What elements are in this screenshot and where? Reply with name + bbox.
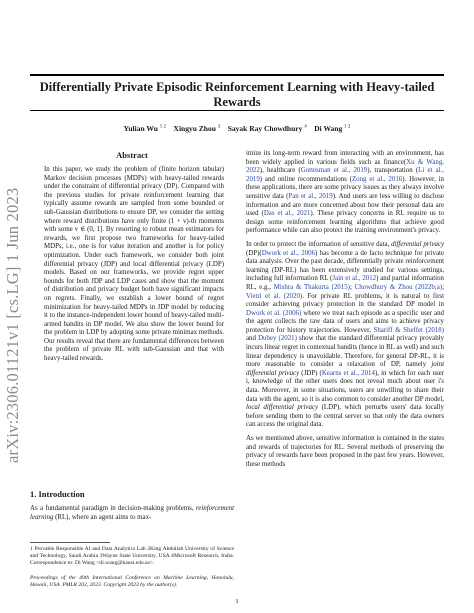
abstract-text: In this paper, we study the problem of (finite horizon tabular) Markov decision processes (MDPs) with heavy-tailed rewards under the constraint of differential privacy (DP). Compared with the previous studies for private reinforcement learning that typically assume rewards are sampled from some bounded or sub-Gaussian distributions to ensure DP, we consider the setting where reward distributions have only finite (1 + v)-th moments with some v ∈ (0, 1]. By resorting to robust mean estimators for rewards, we first propose two frameworks for heavy-tailed MDPs, i.e., one is for value iteration and another is for policy optimization. Under each framework, we consider both joint differential privacy (JDP) and local differential privacy (LDP) models. Based on our frameworks, we provide regret upper bounds for both JDP and LDP cases and show that the moment of distribution and privacy budget both have significant impacts on regrets. Finally, we establish a lower bound of regret minimization for heavy-tailed MDPs in JDP model by reducing it to the instance-independent lower bound of heavy-tailed multi-armed bandits in DP model. We also show the lower bound for the problem in LDP by adopting some private minimax methods. Our results reveal that there are fundamental differences between the problem of private RL with sub-Gaussian and that with heavy-tailed rewards. [44, 166, 224, 363]
text: ). And users are less willing to disclose information and are more concerned about how their personal data are used ( [246, 192, 444, 218]
intro-emphasis: reinforcement learning [30, 505, 234, 521]
citation-link[interactable]: Vietri et al. (2020) [246, 292, 303, 300]
author-affiliation: 4 [304, 124, 307, 130]
text: where we treat each episode as a specific user and the agent collects the raw data of users and aims to achieve privacy protection for history trajectories. However, [246, 309, 444, 334]
text: ) and online recommendations ( [259, 175, 352, 183]
citation-link[interactable]: Jain et al., 2012 [332, 275, 377, 283]
text: In order to protect the information of sensitive data, [246, 240, 392, 248]
text: ; [442, 283, 444, 291]
text: show that the standard differential privacy provably incurs linear regret in contextual bandits (hence in RL as well) and such linear dependency is unavoidable. Therefore, for general DP-RL, it is more reasonable to consider a relaxation of DP, namely [246, 335, 444, 369]
text: ), transportation ( [367, 167, 419, 175]
paper-title: Differentially Private Episodic Reinforcement Learning with Heavy-tailed Rewards [39, 80, 435, 109]
paragraph [246, 150, 444, 236]
text: ; [349, 283, 355, 291]
citation-link[interactable]: Pan et al., 2019 [288, 192, 333, 200]
right-column [246, 150, 444, 474]
text: . For private RL problems, it is natural to first consider achieving privacy protection in the standard DP model in [246, 292, 444, 309]
intro-text: As a fundamental paradigm in decision-making problems, [30, 505, 196, 512]
intro-paragraph [30, 505, 234, 522]
citation-link[interactable]: Li et al., 2019 [246, 167, 444, 183]
text: (DP)( [246, 249, 262, 257]
title-rule-bottom [30, 110, 444, 111]
title-rule-top [30, 74, 444, 76]
citation-link[interactable]: Dwork et al., 2006 [261, 249, 316, 257]
text: ), healthcare ( [259, 167, 301, 175]
paragraph [246, 241, 444, 430]
citation-link[interactable]: Kearns et al., 2014 [321, 369, 375, 377]
emphasis: joint differential privacy [246, 361, 444, 377]
proceedings-footnote: Proceedings of the 40th International Conference on Machine Learning, Honolulu, Hawaii, USA. PMLR 202, 2023. Copyright 2023 by the author(s). [30, 575, 234, 588]
text: ). However, in these applications, there are some privacy issues as they always involve sensitive data ( [246, 175, 444, 200]
section-heading-introduction: 1. Introduction [30, 489, 85, 499]
author-affiliation: 3 [217, 124, 221, 130]
author-name: Sayak Ray Chowdhury [227, 124, 303, 133]
citation-link[interactable]: Shariff & Sheffet (2018) [373, 326, 444, 334]
page-number: 1 [235, 598, 239, 605]
author-name: Xingyu Zhou [173, 124, 216, 133]
emphasis: local differential privacy [246, 404, 319, 412]
text: ), in which for each user i, knowledge of the other users does not reveal much about user i's data. Moreover, in some situations, users are unwilling to share their data with the agent, so it is also common to consider another DP model, [246, 369, 444, 403]
author-list [30, 124, 444, 133]
text: ) has become a de facto technique for private data analysis. Over the past decade, differentially private reinforcement learning (DP-RL) has been extensively studied for various settings, including full information RL ( [246, 249, 444, 283]
author-name: Yulian Wu [123, 124, 158, 133]
citation-link[interactable]: Zong et al., 2016 [351, 175, 403, 183]
citation-link[interactable]: Dubey (2021) [258, 335, 297, 343]
text: ). These privacy concerns in RL require us to design some reinforcement learning algorithms that achieve good performance while can also protect the training environment's privacy. [246, 210, 445, 235]
text: (JDP) ( [299, 369, 322, 377]
arxiv-stamp: arXiv:2306.01121v1 [cs.LG] 1 Jun 2023 [3, 187, 22, 463]
emphasis: differential privacy [391, 240, 445, 248]
footnote-rule [30, 542, 110, 543]
affiliation-footnote: 1 Provable Responsible AI and Data Analytics Lab 2King Abdullah University of Science and Technology, Saudi Arabia 3Wayne State University, USA 4Microsoft Research, India. Correspondence to: Di Wang <di.wang@kaust.edu.sa>. [30, 546, 234, 566]
citation-link[interactable]: Mishra & Thakurta (2015) [273, 283, 350, 291]
author-affiliation: 1 2 [344, 124, 351, 130]
citation-link[interactable]: Gottesman et al., 2019 [300, 167, 368, 175]
author-affiliation: 1 2 [159, 124, 167, 130]
text: (LDP), which perturbs users' data locally before sending them to the central server so that only the data owners can access the original data. [246, 404, 445, 429]
citation-link[interactable]: Dwork et al. (2006) [246, 309, 302, 317]
text: imize its long-term reward from interacting with an environment, has been widely applied in various fields such as finance( [246, 150, 444, 166]
paragraph: As we mentioned above, sensitive information is contained in the states and rewards of trajectories for RL. Several methods of preserving the privacy of rewards have been proposed in the past few years. However, these methods [246, 435, 444, 468]
citation-link[interactable]: Das et al., 2021 [263, 210, 311, 218]
text: ) and partial information RL, e.g., [246, 275, 444, 291]
abstract-heading: Abstract [116, 150, 148, 160]
intro-text: (RL), where an agent aims to max- [53, 513, 152, 521]
text: and [246, 335, 259, 343]
author-name: Di Wang [314, 124, 343, 133]
citation-link[interactable]: Chowdhury & Zhou (2022b;a) [354, 283, 443, 291]
citation-link[interactable]: Xu & Wang, 2022 [246, 158, 444, 175]
